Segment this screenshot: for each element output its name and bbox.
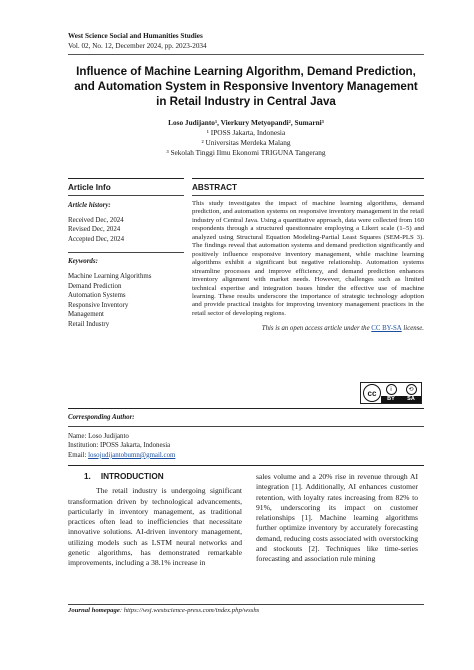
section-divider (68, 252, 184, 253)
journal-header (68, 32, 207, 51)
share-alike-icon: ⟲ (406, 384, 417, 395)
sa-label: SA (407, 396, 415, 402)
license-link[interactable]: CC BY-SA (371, 325, 402, 333)
attribution-icon: i (386, 384, 397, 395)
section-number: 1. (84, 472, 91, 481)
affiliation: ¹ IPOSS Jakarta, Indonesia (206, 128, 286, 137)
journal-issue: Vol. 02, No. 12, December 2024, pp. 2023-2034 (68, 41, 207, 50)
paper-title: Influence of Machine Learning Algorithm, Demand Prediction, and Automation System in Responsive Inventory Management in Retail Industry in Central Java (74, 65, 418, 108)
article-info-section (68, 178, 184, 330)
section-title: INTRODUCTION (100, 472, 164, 481)
keyword: Machine Learning Algorithms (68, 272, 152, 280)
keyword: Automation Systems (68, 292, 126, 300)
by-label: BY (387, 396, 395, 402)
intro-left-column (68, 472, 242, 569)
section-divider (68, 465, 424, 466)
intro-paragraph: The retail industry is undergoing significant transformation driven by technological advancements, particularly in inventory management, as traditional practices often lead to inefficiencies that necessitate innovative solutions. AI-driven inventory management, utilizing models such as LSTM neural networks and genetic algorithms, has demonstrated remarkable improvements, including a 38.1% increase in (68, 486, 242, 568)
author-block (68, 118, 424, 158)
author-names: Loso Judijanto¹, Vierkury Metyopandi², Sumarni³ (168, 118, 324, 127)
header-divider (68, 54, 424, 55)
footer-divider (68, 604, 424, 605)
author-name: Name: Loso Judijanto (68, 432, 129, 440)
keyword: Demand Prediction (68, 282, 122, 290)
oa-prefix: This is an open access article under the (261, 325, 372, 333)
abstract-heading: ABSTRACT (192, 183, 238, 192)
oa-suffix: license. (401, 325, 424, 333)
affiliation: ² Universitas Merdeka Malang (201, 138, 291, 147)
cc-by-sa-badge[interactable] (360, 382, 422, 404)
keywords-list (68, 272, 184, 330)
intro-heading (68, 472, 242, 482)
abstract-text: This study investigates the impact of machine learning algorithms, demand prediction, and automation systems on responsive inventory management in the retail industry of Central Java. Using a quantitative approach, data were collected from 160 respondents through a structured questionnaire employing a Likert scale (1–5) and analyzed using Structural Equation Modeling-Partial Least Squares (SEM-PLS 3). The findings reveal that automation systems and demand prediction significantly and positively influence responsive inventory management, while machine learning algorithms exhibit a significant but negative relationship. Automation systems streamline processes and improve efficiency, and demand prediction enhances inventory alignment with market needs. However, challenges such as limited technical expertise and integration issues hinder the effective use of machine learning. These results underscore the importance of strategic technology adoption and provide practical insights for improving inventory management practices in the retail sector of developing regions. (192, 200, 424, 317)
keyword (68, 301, 184, 311)
section-divider (68, 426, 424, 427)
homepage-url[interactable]: : https://wsj.westscience-press.com/index.php/wsshs (119, 607, 260, 614)
corresponding-author-section (68, 408, 424, 466)
keyword: Management (68, 311, 104, 319)
email-link[interactable]: losojudijantobumn@gmail.com (88, 451, 176, 459)
homepage-label: Journal homepage (68, 607, 120, 614)
email-label: Email: (68, 451, 89, 459)
abstract-section (192, 178, 424, 332)
history-item: Accepted Dec, 2024 (68, 235, 125, 243)
author-institution: Institution: IPOSS Jakarta, Indonesia (68, 442, 171, 450)
journal-name: West Science Social and Humanities Studies (68, 32, 203, 40)
corresponding-heading: Corresponding Author: (68, 414, 135, 421)
intro-paragraph: sales volume and a 20% rise in revenue through AI integration [1]. Additionally, AI enhances customer retention, with loyalty rates increasing from 82% to 91%, underscoring its impact on customer relationships [1]. Machine learning algorithms further optimize inventory by accurately forecasting demand, reducing costs associated with overstocking and stockouts [2]. Techniques like time-series forecasting and association rule mining (256, 472, 418, 564)
history-item: Revised Dec, 2024 (68, 226, 121, 234)
journal-footer (68, 607, 259, 614)
history-list (68, 216, 184, 245)
author-email-line (68, 451, 424, 461)
keywords-label: Keywords: (68, 258, 98, 266)
affiliation: ³ Sekolah Tinggi Ilmu Ekonomi TRIGUNA Tangerang (166, 148, 326, 157)
history-item: Received Dec, 2024 (68, 216, 124, 224)
cc-icon: cc (363, 384, 381, 402)
article-info-heading: Article Info (68, 183, 111, 192)
intro-right-column (256, 472, 418, 565)
open-access-note (192, 325, 424, 332)
keyword: Retail Industry (68, 320, 110, 328)
history-label: Article history: (68, 202, 111, 209)
keyword-part: Responsive Inventory (68, 301, 129, 309)
section-divider (68, 195, 184, 196)
